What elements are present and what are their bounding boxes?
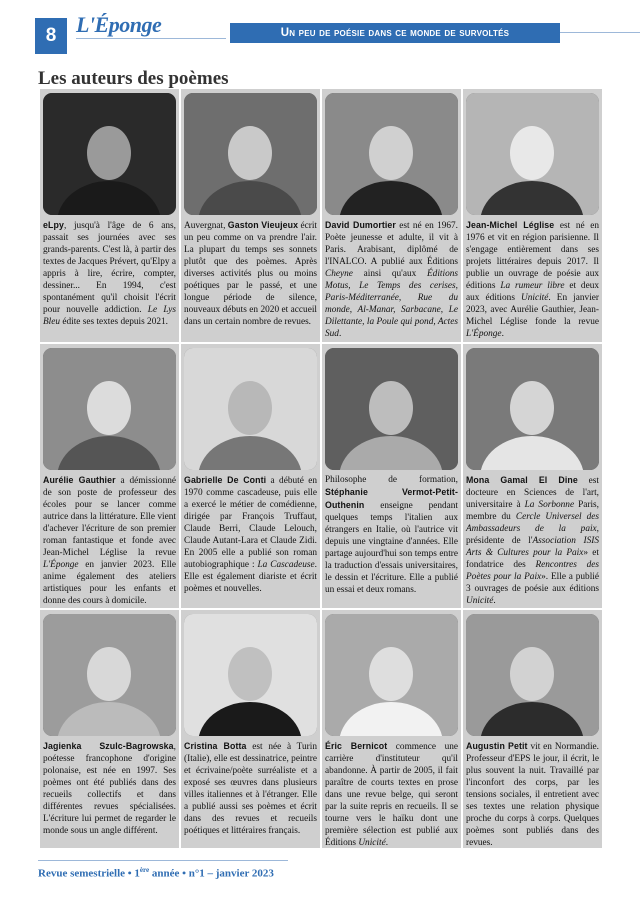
author-bio [466,474,599,607]
author-card [40,344,179,608]
italic-title: La Cascadeuse [257,560,315,570]
italic-title: Unicité [358,838,386,848]
bio-text: écrit un peu comme on va prendre l'air. La plupart du temps ses sonnets plutôt que des poèmes. Après diverses activités plus ou moins poétiques par le passé, et une longue période de silence, nouveaux débuts en 2020 et accueil dans un certain nombre de revues. [184,221,317,327]
author-name: Jagienka Szulc-Bagrowska [43,741,174,751]
italic-title: Association ISIS Arts & Cultures pour la Paix [466,536,599,558]
bio-text: est né en 1976 et vit en région parisienne. Il s'engage entièrement dans ses projets littéraires depuis 2017. Il publie un ouvrage de poésie aux éditions [466,221,599,291]
bio-text: » et fondatrice des [466,548,599,570]
bio-text: en janvier 2023. Elle anime également des ateliers artistiques pour les enfants et donne des cours à domicile. [43,560,176,606]
bio-text: , jusqu'à l'âge de 6 ans, passait ses journées avec ses grands-parents. C'est là, à partir des textes de Jacques Prévert, qu'Elpy a appris à lire, écrire, compter, dessiner... En 1994, c'est spontanément qu'il choisit l'écrit pour nouvelle addiction. [43,221,176,315]
author-photo [325,348,458,470]
author-name: Éric Bernicot [325,741,388,751]
footer-issue-info: Revue semestrielle • 1ère année • n°1 – janvier 2023 [38,866,274,880]
author-bio [184,740,317,837]
italic-title: Unicité [521,293,549,303]
italic-title: L'Éponge [43,560,79,570]
author-bio [466,740,599,848]
bio-prefix: Auvergnat, [184,221,228,231]
bio-text: . [501,329,504,339]
author-bio [325,219,458,340]
bio-text: , poétesse francophone d'origine polonaise, est née en 1997. Ses poèmes ont été publiés dans des recueils collectifs et dans différentes revues spécialisées. L'écriture lui permet de regarder le monde sous un angle différent. [43,742,176,836]
author-card [322,89,461,342]
author-name: Gaston Vieujeux [227,220,299,230]
author-photo [466,348,599,470]
author-bio [184,219,317,328]
author-photo [43,93,176,215]
author-card [322,344,461,608]
author-photo [184,614,317,736]
author-card [181,344,320,608]
bio-text: ainsi qu'aux [352,269,427,279]
italic-title: Rencontres des Poètes pour la Paix [466,560,599,582]
author-photo [325,93,458,215]
italic-title: Le Lys Bleu [43,305,177,327]
author-photo [466,93,599,215]
authors-grid [40,89,600,848]
magazine-logo: L'Éponge [76,12,162,37]
bio-text: commence une carrière d'instituteur qu'il abandonne. À partir de 2005, il fait paraître de courts textes en prose dans une revue belge, qui seront par la suite repris en recueils. Il se tourne vers le haïku dont une première sélection est publié aux Éditions [325,742,458,848]
page-title: Les auteurs des poèmes [38,68,229,89]
bio-text: enseigne pendant quelques temps l'italien aux étrangers en Italie, où l'autrice vit depuis une vingtaine d'années. Elle partage aujourd'hui son temps entre la traduction d'essais universitaires, le dessin et l'écriture. Elle a publié un essai et deux romans. [325,501,458,595]
author-card [181,610,320,848]
author-card [40,610,179,848]
italic-title: L'Éponge [466,329,502,339]
author-card [463,610,602,848]
author-name: Stéphanie Vermot-Petit-Outhenin [325,487,458,510]
section-banner: Un peu de poésie dans ce monde de survoltés [230,23,560,43]
header-rule-right [560,32,640,33]
author-photo [466,614,599,736]
italic-title: Éditions Motus, Le Temps des cerises, Paris-Méditerranée, Rue du monde, Al-Manar, Sarbacane, Le Dilettante, la Poule qui pond, Actes Sud [325,269,458,339]
bio-text: est née à Turin (Italie), elle est dessinatrice, peintre et écrivaine/poète surréaliste et a exposé ses œuvres dans plusieurs villes italiennes et à l'étranger. Elle a publié aussi ses poèmes et écrit dans des revues et recueils poétiques et littéraires français. [184,742,317,836]
author-bio [43,474,176,607]
author-card [40,89,179,342]
bio-text: . Elle est également diariste et écrit poèmes et nouvelles. [184,560,317,594]
author-bio [325,740,458,848]
author-name: Jean-Michel Léglise [466,220,555,230]
author-card [322,610,461,848]
italic-title: Cheyne [325,269,353,279]
italic-title: Unicité [466,596,494,606]
author-card [463,89,602,342]
author-bio [325,474,458,596]
author-bio [43,219,176,328]
bio-text: , présidente de l' [466,524,599,546]
italic-title: La Sorbonne [524,500,575,510]
author-photo [184,93,317,215]
author-name: Mona Gamal El Dine [466,475,578,485]
author-photo [43,614,176,736]
author-name: Gabrielle De Conti [184,475,267,485]
bio-text: édite ses textes depuis 2021. [60,317,168,327]
bio-prefix: Philosophe de formation, [325,475,458,485]
author-bio [184,474,317,595]
author-name: Aurélie Gauthier [43,475,116,485]
bio-text: a démissionné de son poste de professeur des écoles pour se lancer comme autrice dans la littérature. Elle vient d'achever l'écriture de son premier roman fantastique et fonde avec Jean-Michel Léglise la revue [43,476,176,558]
bio-text: ». Elle a publié 3 ouvrages de poésie aux éditions [466,572,599,594]
bio-text: a débuté en 1970 comme cascadeuse, puis elle a exercé le métier de comédienne, dirigée par François Truffaut, Claude Berri, Claude Lelouch, Claude Autant-Lara et Claude Zidi. En 2005 elle a publié son roman autobiographique : [184,476,317,570]
author-bio [466,219,599,340]
header-rule [76,38,226,39]
bio-text: est docteure en Sciences de l'art, universitaire à [466,476,599,510]
author-name: Cristina Botta [184,741,247,751]
italic-title: La rumeur libre [500,281,565,291]
bio-text: . [493,596,496,606]
bio-text: . [338,329,342,339]
author-bio [43,740,176,837]
footer-rule [38,860,288,861]
author-photo [325,614,458,736]
page-number: 8 [35,18,67,54]
author-name: eLpy [43,220,64,230]
bio-text: . [385,838,389,848]
author-card [463,344,602,608]
bio-text: Paris, membre du [466,500,600,522]
author-name: Augustin Petit [466,741,528,751]
italic-title: Cercle Universel des Ambassadeurs de la paix [466,512,599,534]
bio-text: vit en Normandie. Professeur d'EPS le jour, il écrit, le plus souvent la nuit. Travaillé par l'inconfort des corps, par les tensions sociales, il entretient avec ses textes une relation physique proche du corps à corps. Quelques poèmes sont publiés dans des revues. [466,742,599,848]
author-photo [43,348,176,470]
bio-text: . En janvier 2023, avec Aurélie Gauthier, Jean-Michel Léglise fonde la revue [466,293,599,327]
author-card [181,89,320,342]
bio-text: est né en 1967. Poète jeunesse et adulte, il vit à Paris. Arabisant, diplômé de l'INALCO. A publié aux Éditions [325,221,459,267]
author-name: David Dumortier [325,220,396,230]
bio-text: et deux aux éditions [466,281,599,303]
author-photo [184,348,317,470]
